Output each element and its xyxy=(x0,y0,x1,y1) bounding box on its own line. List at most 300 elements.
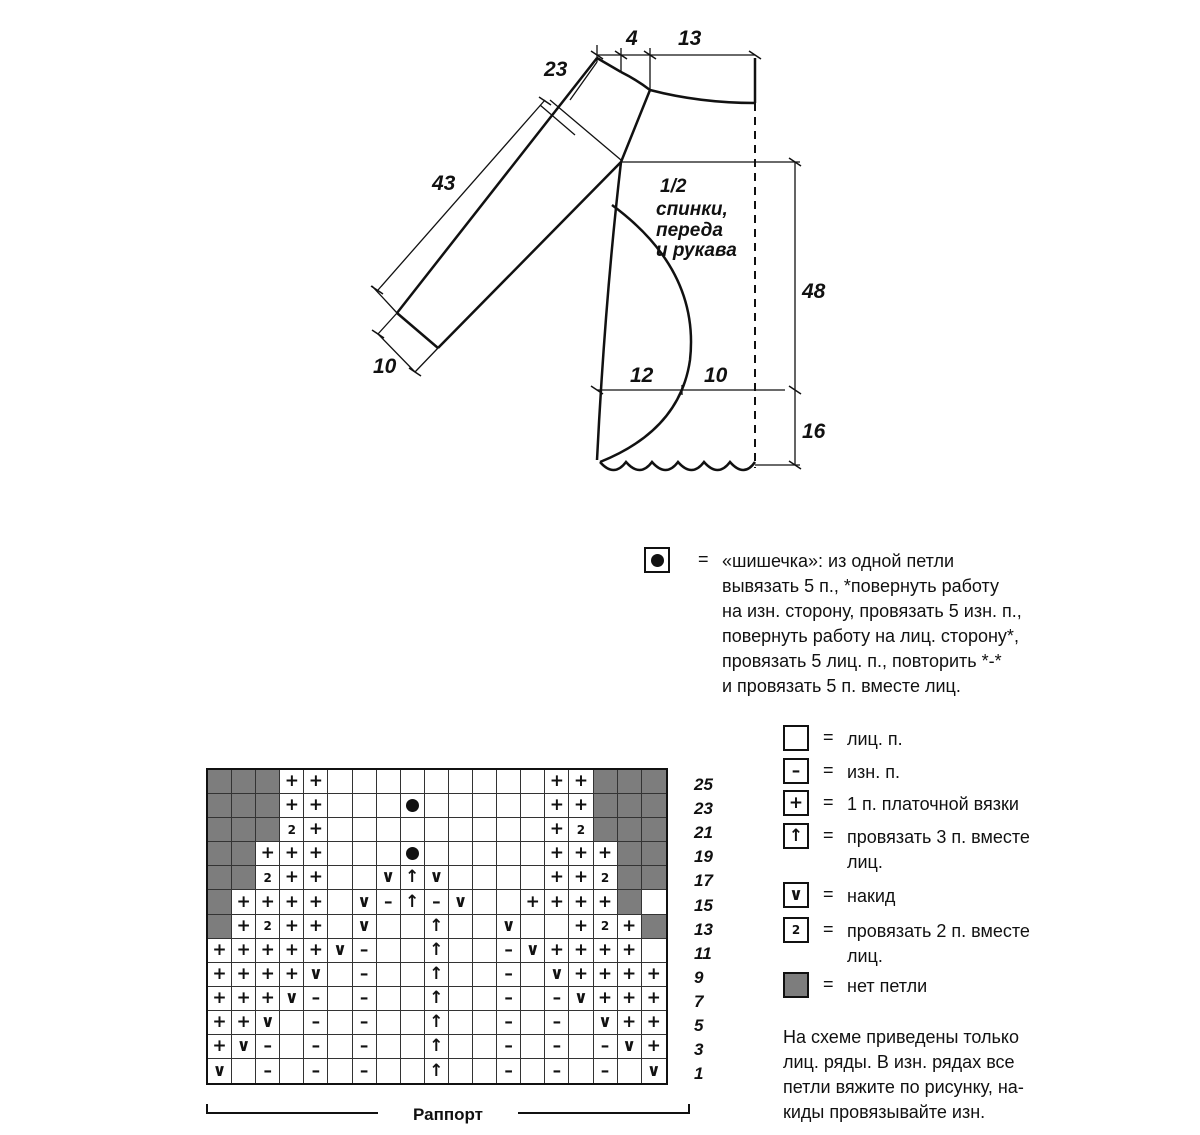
chart-cell-garter: + xyxy=(208,987,232,1011)
row-number-3: 3 xyxy=(694,1040,704,1060)
chart-cell-knit xyxy=(521,1059,545,1083)
chart-cell-knit xyxy=(497,842,521,866)
chart-cell-empty xyxy=(208,770,232,794)
chart-cell-knit xyxy=(232,1059,256,1083)
chart-cell-knit xyxy=(328,794,352,818)
dim-43: 43 xyxy=(432,172,456,195)
chart-cell-garter: + xyxy=(280,866,304,890)
chart-cell-garter: + xyxy=(208,1035,232,1059)
chart-cell-yo: ∨ xyxy=(594,1011,618,1035)
purl-symbol-icon: – xyxy=(783,758,809,784)
chart-cell-knit xyxy=(473,890,497,914)
chart-cell-empty xyxy=(208,915,232,939)
chart-cell-purl: – xyxy=(377,890,401,914)
chart-cell-yo: ∨ xyxy=(208,1059,232,1083)
chart-cell-yo: ∨ xyxy=(328,939,352,963)
bobble-description: «шишечка»: из одной петли вывязать 5 п., *повернуть работу на изн. сторону, провязать 5 изн. п., повернуть работу на лиц. сторону*, провязать 5 лиц. п., повторить *-* и провязать 5 п. вместе лиц. xyxy=(722,551,1022,696)
chart-cell-garter: + xyxy=(256,963,280,987)
chart-cell-garter: + xyxy=(594,890,618,914)
chart-cell-knit xyxy=(521,987,545,1011)
chart-cell-yo: ∨ xyxy=(497,915,521,939)
chart-cell-knit xyxy=(618,1059,642,1083)
chart-cell-knit xyxy=(497,890,521,914)
chart-cell-knit xyxy=(521,915,545,939)
chart-cell-garter: + xyxy=(545,794,569,818)
chart-cell-knit xyxy=(449,794,473,818)
chart-cell-knit xyxy=(569,1011,593,1035)
row-number-17: 17 xyxy=(694,871,713,891)
chart-cell-knit xyxy=(377,963,401,987)
chart-cell-purl: – xyxy=(545,987,569,1011)
empty-symbol-icon xyxy=(783,972,809,998)
chart-cell-garter: + xyxy=(208,939,232,963)
chart-cell-purl: – xyxy=(497,1035,521,1059)
chart-cell-knit xyxy=(473,939,497,963)
chart-cell-yo: ∨ xyxy=(377,866,401,890)
yo-symbol-icon: ∨ xyxy=(783,882,809,908)
chart-cell-garter: + xyxy=(545,866,569,890)
chart-cell-garter: + xyxy=(280,794,304,818)
chart-cell-knit xyxy=(377,1035,401,1059)
chart-cell-garter: + xyxy=(642,1011,666,1035)
chart-cell-empty xyxy=(642,818,666,842)
dec3-symbol-icon: ↑ xyxy=(783,823,809,849)
chart-cell-knit xyxy=(521,818,545,842)
chart-cell-yo: ∨ xyxy=(353,915,377,939)
chart-cell-dec2: 2 xyxy=(256,915,280,939)
chart-cell-knit xyxy=(377,987,401,1011)
chart-cell-garter: + xyxy=(280,939,304,963)
chart-cell-garter: + xyxy=(594,939,618,963)
chart-cell-empty xyxy=(232,818,256,842)
chart-cell-garter: + xyxy=(304,842,328,866)
chart-cell-empty xyxy=(618,818,642,842)
chart-cell-knit xyxy=(401,915,425,939)
chart-cell-garter: + xyxy=(618,939,642,963)
chart-cell-garter: + xyxy=(304,794,328,818)
legend-equals: = xyxy=(823,974,834,994)
chart-cell-dec3: ↑ xyxy=(401,866,425,890)
chart-cell-garter: + xyxy=(642,987,666,1011)
chart-cell-knit xyxy=(642,939,666,963)
chart-cell-knit xyxy=(328,987,352,1011)
chart-cell-empty xyxy=(618,842,642,866)
row-number-21: 21 xyxy=(694,823,713,843)
chart-cell-knit xyxy=(449,866,473,890)
chart-cell-garter: + xyxy=(304,770,328,794)
row-number-25: 25 xyxy=(694,775,713,794)
chart-cell-purl: – xyxy=(545,1035,569,1059)
chart-cell-knit xyxy=(473,794,497,818)
chart-cell-knit xyxy=(473,915,497,939)
chart-cell-knit xyxy=(328,866,352,890)
chart-cell-garter: + xyxy=(280,770,304,794)
schematic-label-line2: спинки, xyxy=(656,199,728,220)
chart-cell-garter: + xyxy=(280,963,304,987)
chart-cell-empty xyxy=(208,866,232,890)
chart-cell-knit xyxy=(377,1011,401,1035)
chart-cell-empty xyxy=(208,794,232,818)
chart-cell-empty xyxy=(642,794,666,818)
chart-cell-dec3: ↑ xyxy=(425,915,449,939)
chart-cell-dec2: 2 xyxy=(594,915,618,939)
chart-cell-knit xyxy=(425,818,449,842)
chart-cell-empty xyxy=(618,794,642,818)
chart-cell-empty xyxy=(594,818,618,842)
chart-cell-knit xyxy=(328,842,352,866)
chart-cell-purl: – xyxy=(594,1059,618,1083)
chart-cell-bobble xyxy=(401,842,425,866)
chart-cell-knit xyxy=(473,1059,497,1083)
chart-cell-garter: + xyxy=(569,842,593,866)
chart-cell-garter: + xyxy=(232,890,256,914)
chart-cell-yo: ∨ xyxy=(353,890,377,914)
chart-cell-garter: + xyxy=(304,939,328,963)
chart-cell-knit xyxy=(377,939,401,963)
chart-cell-purl: – xyxy=(545,1011,569,1035)
chart-cell-garter: + xyxy=(232,915,256,939)
chart-cell-knit xyxy=(449,987,473,1011)
chart-cell-purl: – xyxy=(353,939,377,963)
chart-cell-garter: + xyxy=(545,842,569,866)
chart-cell-dec2: 2 xyxy=(280,818,304,842)
bobble-equals: = xyxy=(698,549,709,569)
chart-cell-garter: + xyxy=(208,1011,232,1035)
chart-cell-knit xyxy=(521,1035,545,1059)
legend-text: изн. п. xyxy=(847,762,900,782)
chart-cell-knit xyxy=(280,1011,304,1035)
chart-cell-knit xyxy=(353,794,377,818)
chart-cell-knit xyxy=(401,1011,425,1035)
legend-equals: = xyxy=(823,727,834,747)
chart-cell-garter: + xyxy=(569,770,593,794)
chart-cell-knit xyxy=(328,1059,352,1083)
chart-cell-garter: + xyxy=(232,939,256,963)
chart-cell-purl: – xyxy=(353,963,377,987)
chart-cell-knit xyxy=(280,1035,304,1059)
chart-cell-knit xyxy=(449,915,473,939)
chart-cell-empty xyxy=(618,890,642,914)
chart-cell-knit xyxy=(473,818,497,842)
chart-cell-knit xyxy=(401,1035,425,1059)
chart-cell-garter: + xyxy=(280,890,304,914)
chart-cell-purl: – xyxy=(353,1035,377,1059)
chart-cell-purl: – xyxy=(256,1035,280,1059)
chart-cell-knit xyxy=(449,770,473,794)
chart-cell-knit xyxy=(449,1035,473,1059)
chart-cell-dec2: 2 xyxy=(569,818,593,842)
chart-cell-knit xyxy=(328,890,352,914)
chart-cell-garter: + xyxy=(569,866,593,890)
chart-cell-knit xyxy=(328,963,352,987)
chart-cell-knit xyxy=(377,1059,401,1083)
chart-cell-empty xyxy=(232,794,256,818)
chart-cell-empty xyxy=(642,915,666,939)
chart-cell-yo: ∨ xyxy=(232,1035,256,1059)
chart-cell-garter: + xyxy=(208,963,232,987)
row-number-1: 1 xyxy=(694,1064,704,1084)
chart-cell-knit xyxy=(425,770,449,794)
chart-cell-knit xyxy=(497,794,521,818)
chart-cell-knit xyxy=(473,963,497,987)
chart-cell-purl: – xyxy=(497,963,521,987)
chart-cell-garter: + xyxy=(594,987,618,1011)
chart-cell-knit xyxy=(569,1035,593,1059)
chart-cell-dec3: ↑ xyxy=(425,1059,449,1083)
bobble-icon xyxy=(644,547,670,573)
chart-cell-dec2: 2 xyxy=(256,866,280,890)
chart-cell-knit xyxy=(449,963,473,987)
chart-cell-empty xyxy=(594,794,618,818)
dim-10-cuff: 10 xyxy=(373,355,397,378)
chart-cell-yo: ∨ xyxy=(425,866,449,890)
chart-cell-garter: + xyxy=(569,939,593,963)
dim-16: 16 xyxy=(802,420,826,443)
chart-cell-knit xyxy=(569,1059,593,1083)
legend-text: 1 п. платочной вязки xyxy=(847,794,1019,814)
chart-cell-knit xyxy=(328,915,352,939)
chart-cell-knit xyxy=(545,915,569,939)
chart-cell-purl: – xyxy=(545,1059,569,1083)
row-number-19: 19 xyxy=(694,847,713,867)
chart-cell-knit xyxy=(521,770,545,794)
chart-cell-garter: + xyxy=(304,866,328,890)
chart-cell-garter: + xyxy=(618,1011,642,1035)
chart-cell-garter: + xyxy=(569,890,593,914)
chart-cell-empty xyxy=(208,842,232,866)
chart-cell-empty xyxy=(642,866,666,890)
knitting-chart xyxy=(206,768,686,1085)
chart-cell-knit xyxy=(449,842,473,866)
chart-cell-knit xyxy=(280,1059,304,1083)
chart-cell-garter: + xyxy=(256,842,280,866)
schematic-label-line4: и рукава xyxy=(656,240,737,261)
chart-cell-garter: + xyxy=(232,1011,256,1035)
chart-cell-knit xyxy=(473,1011,497,1035)
legend-text: нет петли xyxy=(847,976,928,996)
chart-cell-empty xyxy=(256,770,280,794)
chart-cell-knit xyxy=(521,842,545,866)
rapport-label: Раппорт xyxy=(413,1105,483,1124)
chart-cell-garter: + xyxy=(569,794,593,818)
legend-text: накид xyxy=(847,886,896,906)
chart-note: На схеме приведены только лиц. ряды. В изн. рядах все петли вяжите по рисунку, на- киды провязывайте изн. xyxy=(783,1027,1024,1122)
legend-equals: = xyxy=(823,760,834,780)
chart-cell-dec3: ↑ xyxy=(401,890,425,914)
chart-cell-garter: + xyxy=(545,818,569,842)
row-number-11: 11 xyxy=(694,943,712,963)
chart-cell-garter: + xyxy=(545,939,569,963)
chart-cell-knit xyxy=(521,963,545,987)
chart-cell-garter: + xyxy=(594,963,618,987)
chart-cell-knit xyxy=(401,818,425,842)
chart-cell-garter: + xyxy=(304,890,328,914)
row-number-15: 15 xyxy=(694,895,713,915)
chart-cell-yo: ∨ xyxy=(545,963,569,987)
chart-cell-garter: + xyxy=(642,963,666,987)
chart-cell-knit xyxy=(401,963,425,987)
legend-equals: = xyxy=(823,825,834,845)
chart-cell-garter: + xyxy=(304,915,328,939)
dim-4: 4 xyxy=(626,27,638,50)
chart-cell-purl: – xyxy=(304,987,328,1011)
chart-cell-yo: ∨ xyxy=(646,1060,661,1081)
chart-cell-garter: + xyxy=(256,987,280,1011)
chart-cell-knit xyxy=(401,939,425,963)
chart-cell-yo: ∨ xyxy=(569,987,593,1011)
chart-cell-knit xyxy=(449,1059,473,1083)
chart-cell-empty xyxy=(618,770,642,794)
schematic-label-line3: переда xyxy=(656,220,723,241)
chart-cell-purl: – xyxy=(497,1059,521,1083)
chart-cell-purl: – xyxy=(497,939,521,963)
chart-grid xyxy=(206,768,668,1085)
chart-cell-purl: – xyxy=(353,987,377,1011)
dim-23: 23 xyxy=(544,58,568,81)
garment-schematic xyxy=(0,0,1200,540)
chart-cell-yo: ∨ xyxy=(256,1011,280,1035)
chart-cell-knit xyxy=(377,842,401,866)
chart-cell-dec3: ↑ xyxy=(425,1035,449,1059)
legend-equals: = xyxy=(823,792,834,812)
chart-cell-garter: + xyxy=(304,818,328,842)
chart-cell-knit xyxy=(521,1011,545,1035)
legend-text: провязать 2 п. вместе лиц. xyxy=(847,921,1030,966)
chart-cell-empty xyxy=(594,770,618,794)
chart-cell-garter: + xyxy=(545,770,569,794)
chart-cell-knit xyxy=(449,939,473,963)
row-number-7: 7 xyxy=(694,991,704,1011)
chart-cell-empty xyxy=(256,818,280,842)
chart-cell-purl: – xyxy=(256,1059,280,1083)
chart-cell-yo: ∨ xyxy=(521,939,545,963)
chart-cell-knit xyxy=(328,770,352,794)
chart-cell-garter: + xyxy=(569,963,593,987)
chart-cell-knit xyxy=(353,842,377,866)
chart-cell-purl: – xyxy=(353,1011,377,1035)
chart-cell-yo: ∨ xyxy=(280,987,304,1011)
chart-cell-dec3: ↑ xyxy=(425,1011,449,1035)
chart-cell-knit xyxy=(449,1011,473,1035)
rapport-bracket xyxy=(206,1100,690,1130)
chart-cell-garter: + xyxy=(232,963,256,987)
chart-cell-knit xyxy=(473,987,497,1011)
chart-cell-garter: + xyxy=(618,987,642,1011)
chart-cell-knit xyxy=(377,770,401,794)
chart-cell-purl: – xyxy=(353,1059,377,1083)
chart-cell-garter: + xyxy=(256,939,280,963)
chart-cell-garter: + xyxy=(642,1035,666,1059)
chart-cell-dec3: ↑ xyxy=(425,939,449,963)
chart-cell-empty xyxy=(232,866,256,890)
chart-cell-dec3: ↑ xyxy=(425,987,449,1011)
chart-cell-purl: – xyxy=(497,987,521,1011)
chart-cell-garter: + xyxy=(618,963,642,987)
chart-cell-empty xyxy=(208,890,232,914)
chart-cell-purl: – xyxy=(497,1011,521,1035)
chart-cell-knit xyxy=(473,866,497,890)
chart-cell-knit xyxy=(328,818,352,842)
chart-cell-knit xyxy=(353,818,377,842)
chart-cell-knit xyxy=(353,770,377,794)
chart-cell-garter: + xyxy=(280,842,304,866)
chart-cell-knit xyxy=(377,915,401,939)
chart-cell-purl: – xyxy=(594,1035,618,1059)
chart-cell-yo: ∨ xyxy=(449,890,473,914)
chart-cell-knit xyxy=(401,987,425,1011)
chart-cell-knit xyxy=(401,770,425,794)
chart-cell-purl: – xyxy=(304,1035,328,1059)
chart-cell-knit xyxy=(473,842,497,866)
row-number-5: 5 xyxy=(694,1016,704,1035)
chart-cell-empty xyxy=(642,842,666,866)
chart-cell-empty xyxy=(208,818,232,842)
chart-cell-knit xyxy=(401,1059,425,1083)
chart-cell-purl: – xyxy=(304,1059,328,1083)
chart-cell-knit xyxy=(353,866,377,890)
chart-cell-knit xyxy=(449,818,473,842)
chart-cell-dec3: ↑ xyxy=(425,963,449,987)
chart-cell-garter: + xyxy=(280,915,304,939)
chart-cell-knit xyxy=(425,794,449,818)
chart-cell-bobble xyxy=(401,794,425,818)
row-number-23: 23 xyxy=(694,799,713,819)
dim-10-front: 10 xyxy=(704,364,728,387)
chart-cell-empty xyxy=(232,842,256,866)
chart-cell-knit xyxy=(642,890,666,914)
chart-cell-empty xyxy=(232,770,256,794)
chart-cell-purl: – xyxy=(425,890,449,914)
legend-text: лиц. п. xyxy=(847,729,903,749)
chart-cell-yo: ∨ xyxy=(304,963,328,987)
row-number-9: 9 xyxy=(694,967,704,987)
legend-equals: = xyxy=(823,884,834,904)
chart-cell-yo: ∨ xyxy=(618,1035,642,1059)
dim-12: 12 xyxy=(630,364,654,387)
chart-cell-purl: – xyxy=(304,1011,328,1035)
dim-13: 13 xyxy=(678,27,702,50)
chart-cell-empty xyxy=(642,770,666,794)
legend-equals: = xyxy=(823,919,834,939)
chart-cell-garter: + xyxy=(256,890,280,914)
chart-cell-knit xyxy=(377,818,401,842)
chart-cell-dec2: 2 xyxy=(594,866,618,890)
chart-cell-garter: + xyxy=(545,890,569,914)
chart-cell-garter: + xyxy=(521,890,545,914)
chart-cell-garter: + xyxy=(569,915,593,939)
chart-cell-knit xyxy=(497,770,521,794)
chart-cell-empty xyxy=(256,794,280,818)
row-number-13: 13 xyxy=(694,919,713,939)
chart-cell-knit xyxy=(328,1035,352,1059)
dim-48: 48 xyxy=(802,280,826,303)
chart-cell-garter: + xyxy=(618,915,642,939)
garter-symbol-icon: + xyxy=(783,790,809,816)
chart-cell-garter: + xyxy=(232,987,256,1011)
chart-cell-knit xyxy=(497,866,521,890)
legend-text: провязать 3 п. вместе лиц. xyxy=(847,827,1030,872)
chart-cell-knit xyxy=(473,770,497,794)
chart-cell-knit xyxy=(377,794,401,818)
dec2-symbol-icon: 2 xyxy=(783,917,809,943)
blank-symbol-icon xyxy=(783,725,809,751)
chart-cell-garter: + xyxy=(594,842,618,866)
chart-cell-empty xyxy=(618,866,642,890)
chart-cell-knit xyxy=(497,818,521,842)
chart-cell-knit xyxy=(425,842,449,866)
chart-cell-knit xyxy=(521,794,545,818)
chart-cell-knit xyxy=(473,1035,497,1059)
